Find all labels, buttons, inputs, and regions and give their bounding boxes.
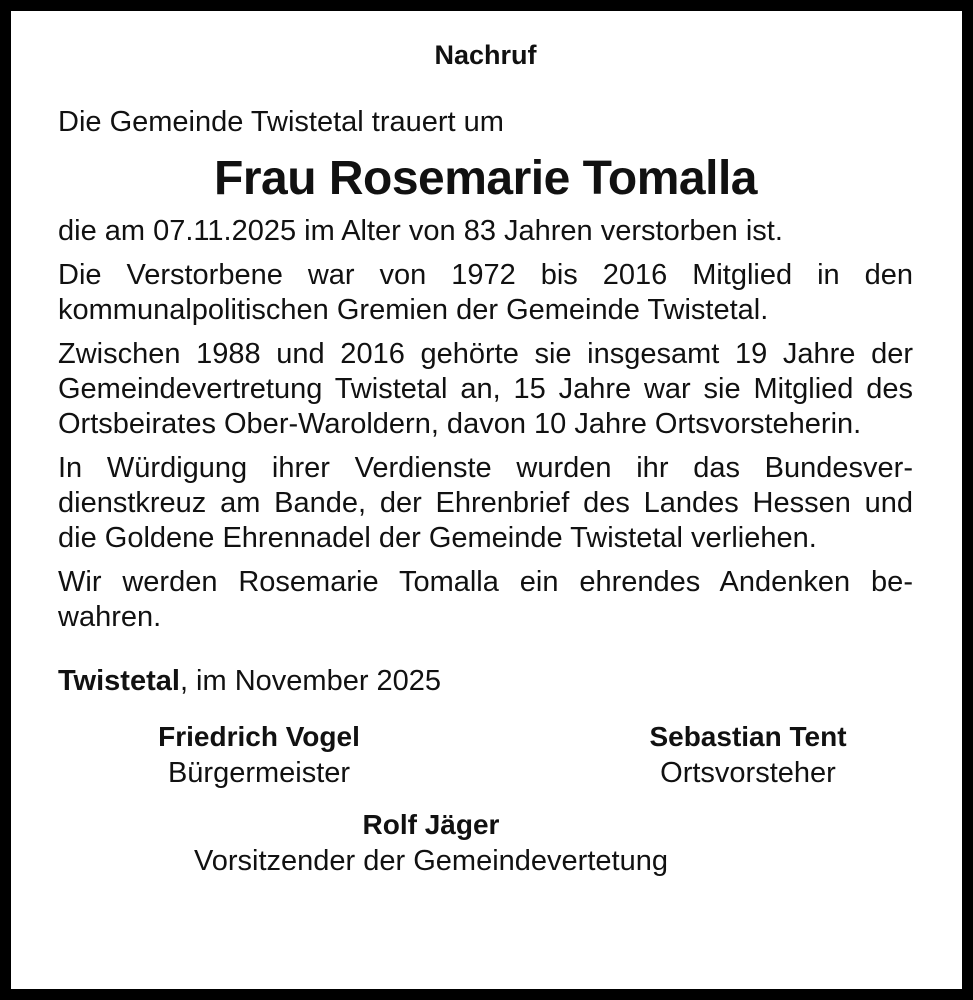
obituary-heading: Nachruf xyxy=(434,40,537,70)
signer-name: Friedrich Vogel xyxy=(158,721,360,752)
signer-mayor xyxy=(94,719,424,791)
paragraph-honors: In Würdigung ihrer Verdienste wurden ihr das Bundesverdienstkreuz am Bande, der Ehrenbrief des Landes Hessen und die Goldene Ehrennadel der Gemeinde Twistetal verliehen. xyxy=(58,452,913,554)
intro-line: Die Gemeinde Twistetal trauert um xyxy=(58,106,504,138)
paragraph-council: Zwischen 1988 und 2016 gehörte sie insgesamt 19 Jahre der Gemeindevertretung Twistetal an, 15 Jahre war sie Mitglied des Ortsbeirates Ober-Waroldern, davon 10 Jahre Ortsvorsteherin. xyxy=(58,338,913,440)
place-date: , im November 2025 xyxy=(179,665,442,697)
place-town: Twistetal xyxy=(58,665,180,697)
paragraph-death-date: die am 07.11.2025 im Alter von 83 Jahren verstorben ist. xyxy=(58,215,783,247)
signer-title: Bürgermeister xyxy=(167,757,351,789)
deceased-name: Frau Rosemarie Tomalla xyxy=(214,152,757,205)
signer-name: Rolf Jäger xyxy=(362,809,500,840)
signer-name: Sebastian Tent xyxy=(649,721,847,752)
signer-title: Vorsitzender der Gemeindevertetung xyxy=(194,845,668,877)
signers xyxy=(58,719,913,877)
signer-council-chair xyxy=(151,807,711,879)
obituary-content xyxy=(58,36,913,877)
paragraph-membership: Die Verstorbene war von 1972 bis 2016 Mitglied in den kommunalpolitischen Gremien der Gemeinde Twistetal. xyxy=(58,259,913,326)
paragraph-remembrance: Wir werden Rosemarie Tomalla ein ehrendes Andenken bewahren. xyxy=(58,566,913,633)
signer-title: Ortsvorsteher xyxy=(660,757,836,789)
signer-local-chief xyxy=(583,719,913,791)
place-date-line xyxy=(58,663,913,699)
